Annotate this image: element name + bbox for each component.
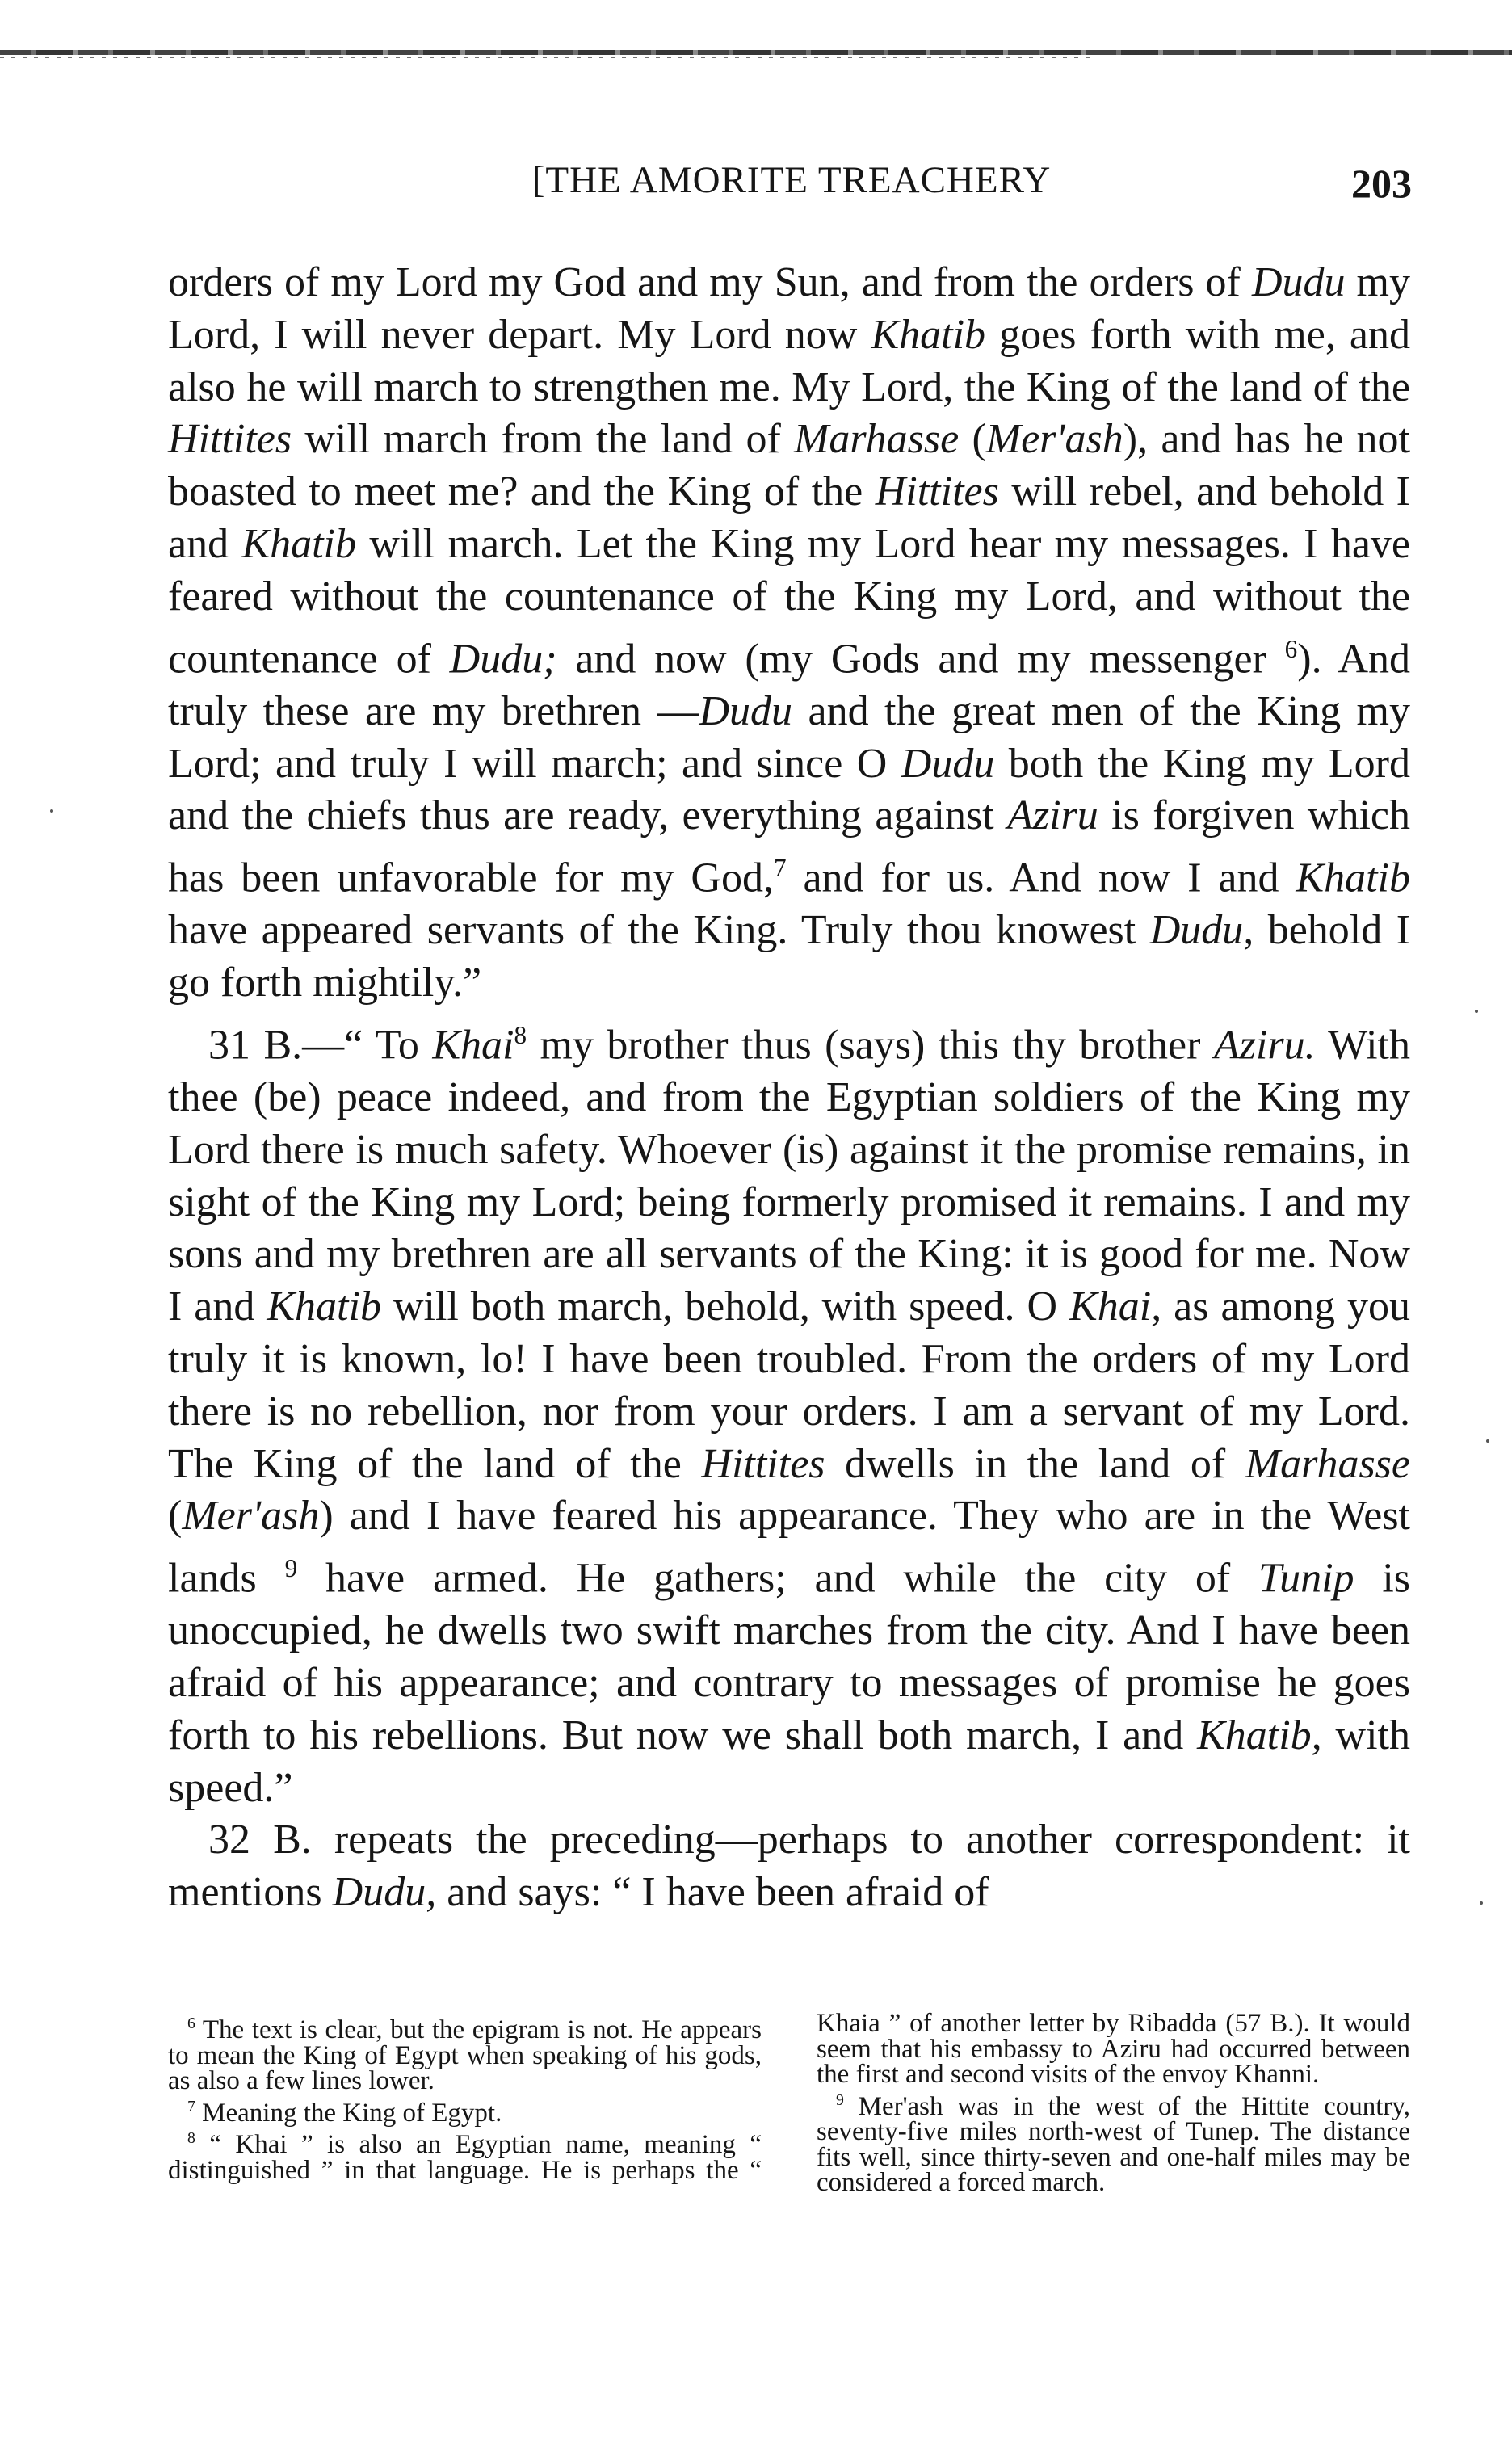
italic-run: Dudu;	[449, 635, 557, 682]
footnote-ref: 7	[773, 854, 787, 883]
italic-run: Dudu	[1251, 259, 1346, 305]
main-text	[168, 257, 1410, 1919]
italic-run: Khatib,	[1197, 1712, 1322, 1758]
italic-run: Dudu	[901, 740, 995, 787]
page-number: 203	[1351, 161, 1412, 206]
footnote-ref: 8	[187, 2129, 195, 2147]
text-run: goes forth with me, and also he will march to strengthen me. My Lord, the King of the land of the	[168, 311, 1411, 410]
text-run: ), and has he not boasted to meet me? and the King of the	[168, 416, 1410, 515]
text-run: my Lord, I will never depart. My Lord now	[168, 259, 1410, 358]
italic-run: Dudu,	[332, 1869, 437, 1916]
page-header	[171, 158, 1412, 215]
footnote-ref: 9	[836, 2090, 844, 2109]
text-run: ). And truly these are my brethren —	[168, 635, 1410, 734]
footnote-ref: 7	[187, 2097, 195, 2115]
text-run: and says: “ I have been afraid of	[436, 1869, 989, 1916]
text-run: will both march, behold, with speed. O	[380, 1284, 1070, 1330]
text-run: have armed. He gathers; and while the city of	[297, 1555, 1259, 1602]
italic-run: Tunip	[1258, 1555, 1354, 1602]
text-run: orders of my Lord my God and my Sun, and from the orders of	[168, 259, 1252, 305]
text-run: (	[168, 1493, 183, 1540]
italic-run: Hittites	[875, 468, 999, 515]
footnote-paragraph	[168, 2094, 762, 2127]
italic-run: Marhasse	[794, 416, 960, 463]
text-run: with speed.”	[168, 1712, 1410, 1811]
text-run: 31 B.—“ To	[208, 1022, 433, 1069]
scan-speck	[1486, 1439, 1489, 1443]
italic-run: Khai,	[1069, 1284, 1162, 1330]
text-run: The text is clear, but the epigram is not. He appears to mean the King of Egypt when speaking of his gods, as also a few lines lower.	[168, 2015, 762, 2095]
footnote-ref: 6	[187, 2015, 195, 2032]
italic-run: Khatib	[1296, 855, 1410, 901]
footnote-ref: 9	[284, 1554, 298, 1583]
body-paragraph	[168, 1010, 1410, 1815]
text-run: will march from the land of	[292, 416, 795, 463]
scan-top-rule	[0, 50, 1512, 55]
italic-run: Hittites	[701, 1440, 825, 1487]
text-run: and now (my Gods and my messenger	[556, 635, 1285, 682]
text-run: both the King my Lord and the chiefs thus are ready, everything against	[168, 740, 1410, 839]
body-paragraph	[168, 1814, 1410, 1919]
text-run: 32 B. repeats the preceding—perhaps to another correspondent: it mentions	[168, 1817, 1410, 1916]
text-run: is forgiven which has been unfavorable for my God,	[168, 792, 1410, 901]
scan-top-rule-shadow	[0, 57, 1090, 58]
scan-speck	[1480, 1901, 1483, 1905]
text-run: (	[959, 416, 986, 463]
text-run: Mer'ash was in the west of the Hittite country, seventy-five miles north-west of Tunep. The distance fits well, since thirty-seven and one-half miles may be considered a forced march.	[817, 2091, 1410, 2197]
text-run: my brother thus (says) this thy brother	[527, 1022, 1214, 1069]
text-run: and for us. And now I and	[786, 855, 1296, 901]
footnote-ref: 6	[1284, 634, 1298, 663]
footnotes	[168, 2011, 1410, 2196]
text-run: will march. Let the King my Lord hear my messages. I have feared without the countenance of the King my Lord, and without the countenance of	[168, 520, 1410, 682]
italic-run: Aziru.	[1213, 1022, 1316, 1069]
footnote-paragraph	[817, 2088, 1410, 2196]
italic-run: Mer'ash	[985, 416, 1124, 463]
scan-speck	[50, 809, 53, 813]
italic-run: Dudu	[699, 687, 793, 734]
italic-run: Khatib	[871, 311, 986, 358]
text-run: Meaning the King of Egypt.	[195, 2098, 502, 2128]
text-run: and the great men of the King my Lord; and truly I will march; and since O	[168, 687, 1411, 787]
text-run: is unoccupied, he dwells two swift marches from the city. And I have been afraid of his appearance; and contrary to messages of promise he goes forth to his rebellions. But now we shall both march, I and	[168, 1555, 1411, 1758]
text-run: With thee (be) peace indeed, and from the Egyptian soldiers of the King my Lord there is much safety. Whoever (is) against it the promise remains, in sight of the King my Lord; being formerly promised it remains. I and my sons and my brethren are all servants of the King: it is good for me. Now I and	[168, 1022, 1410, 1330]
scan-speck	[1475, 1010, 1478, 1013]
footnote-ref: 8	[514, 1020, 527, 1049]
italic-run: Dudu,	[1149, 907, 1254, 954]
text-run: will rebel, and behold I and	[168, 468, 1410, 567]
body-paragraph	[168, 257, 1410, 1010]
text-run: as among you truly it is known, lo! I have been troubled. From the orders of my Lord there is no rebellion, nor from your orders. I am a servant of my Lord. The King of the land of the	[168, 1284, 1410, 1487]
italic-run: Khatib	[242, 520, 356, 567]
italic-run: Khai	[432, 1022, 514, 1069]
footnote-paragraph	[168, 2011, 762, 2094]
italic-run: Aziru	[1007, 792, 1098, 839]
italic-run: Marhasse	[1245, 1440, 1410, 1487]
running-title: [THE AMORITE TREACHERY	[531, 159, 1052, 201]
text-run: dwells in the land of	[825, 1440, 1245, 1487]
italic-run: Hittites	[168, 416, 292, 463]
italic-run: Khatib	[267, 1284, 381, 1330]
text-run: ) and I have feared his appearance. They who are in the West lands	[168, 1493, 1410, 1602]
text-run: “ Khai ” is also an Egyptian name, meaning “ distinguished ” in that language. He is perhaps the “ Khaia ” of another letter by Ribadda (57 B.). It would seem that his embassy to Aziru had occurred between the first and second visits of the envoy Khanni.	[168, 2009, 1410, 2185]
text-run: have appeared servants of the King. Truly thou knowest	[168, 907, 1150, 954]
italic-run: Mer'ash	[182, 1493, 320, 1540]
text-run: behold I go forth mightily.”	[168, 907, 1411, 1006]
